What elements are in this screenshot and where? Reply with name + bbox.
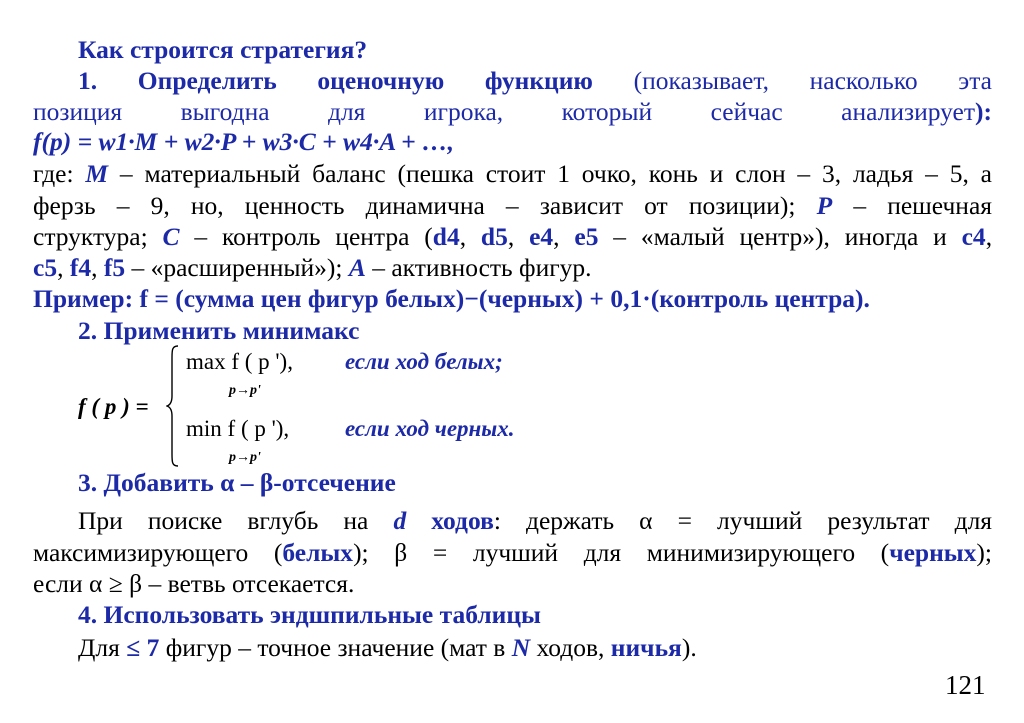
square-f5: f5 [103, 253, 126, 282]
step3-label: 3. Добавить α – β-отсечение [78, 468, 396, 497]
square-e5: e5 [574, 222, 599, 251]
where-label: где: [33, 159, 74, 188]
step4-text-c: ходов, [536, 633, 605, 662]
step1-paren-b: позиция выгодна для игрока, который сейчас анализирует [33, 97, 976, 126]
square-e4: e4 [529, 222, 554, 251]
C-desc-c: – «расширенный»); [131, 253, 343, 282]
step1-paren-end: ): [975, 97, 992, 126]
le7: ≤ 7 [126, 633, 160, 662]
brace-icon [166, 344, 180, 468]
example-label: Пример: [33, 284, 134, 313]
black-word: черных [889, 538, 977, 567]
P-desc: – пешечная [853, 191, 992, 220]
minimax-lhs: f ( p ) = [78, 394, 149, 419]
white-word: белых [282, 538, 354, 567]
moves-word: ходов [431, 506, 494, 535]
slide-heading: Как строится стратегия? [78, 35, 368, 64]
M-desc-line2 [33, 191, 992, 221]
min-subscript: p→p' [229, 450, 261, 465]
C-desc-a: – контроль центра ( [194, 222, 433, 251]
M-desc2: ферзь – 9, но, ценность динамична – зависит от позиции); [33, 191, 796, 220]
step1-paren-a: (показывает, насколько эта [633, 66, 992, 95]
depth-d: d [393, 506, 407, 535]
step3-line3: если α ≥ β – ветвь отсекается. [33, 569, 355, 598]
step3-text-d: ); β = лучший для минимизирующего ( [353, 538, 890, 567]
step1-paren-line [33, 97, 992, 127]
square-d5: d5 [480, 222, 508, 251]
var-N: N [511, 633, 531, 662]
step3-text-e: ); [976, 538, 992, 567]
max-condition: если ход белых; [345, 349, 503, 374]
step4-text-b: фигур – точное значение (мат в [165, 633, 506, 662]
M-desc: – материальный баланс (пешка стоит 1 очко, конь и слон – 3, ладья – 5, а [119, 159, 992, 188]
step3-line2 [33, 538, 992, 568]
max-case: max f ( p '), [186, 349, 293, 374]
min-condition: если ход черных. [345, 416, 515, 441]
step3-text-b: : держать α = лучший результат для [493, 506, 993, 535]
structure-line: структура; C – контроль центра (d4, d5, e4, e5 – «малый центр»), иногда и c4, [33, 222, 993, 251]
P-desc2: структура; [33, 222, 148, 251]
example-text: f = (сумма цен фигур белых)−(черных) + 0,1·(контроль центра). [139, 284, 870, 313]
var-C: C [162, 222, 180, 251]
square-c4: c4 [961, 222, 986, 251]
step4-text-a: Для [78, 633, 120, 662]
step3-text-a: При поиске вглубь на [78, 506, 369, 535]
C-desc-b: – «малый центр»), иногда и [613, 222, 947, 251]
square-d4: d4 [432, 222, 460, 251]
step1-label: 1. Определить оценочную функцию [78, 66, 593, 95]
step4-label: 4. Использовать эндшпильные таблицы [78, 600, 541, 629]
evaluation-formula: f(p) = w1·M + w2·P + w3·C + w4·A + …, [33, 127, 454, 156]
step2-label: 2. Применить минимакс [78, 316, 360, 345]
where-line [33, 159, 992, 189]
square-f4: f4 [69, 253, 92, 282]
min-case: min f ( p '), [186, 416, 290, 441]
draw-word: ничья [610, 633, 682, 662]
max-subscript: p→p' [229, 383, 261, 398]
var-M: M [85, 159, 109, 188]
step4-line [78, 633, 992, 663]
square-c5: c5 [33, 253, 58, 282]
extended-center-line: c5, f4, f5 – «расширенный»); A – активность фигур. [33, 253, 592, 282]
step4-text-d: ). [681, 633, 697, 662]
var-A: A [348, 253, 366, 282]
example-line [33, 284, 992, 314]
step3-line1 [78, 506, 992, 536]
step3-text-c: максимизирующего ( [33, 538, 283, 567]
var-P: P [816, 191, 833, 220]
step1-line [78, 66, 992, 96]
A-desc: – активность фигур. [372, 253, 592, 282]
page-number: 121 [945, 670, 986, 700]
